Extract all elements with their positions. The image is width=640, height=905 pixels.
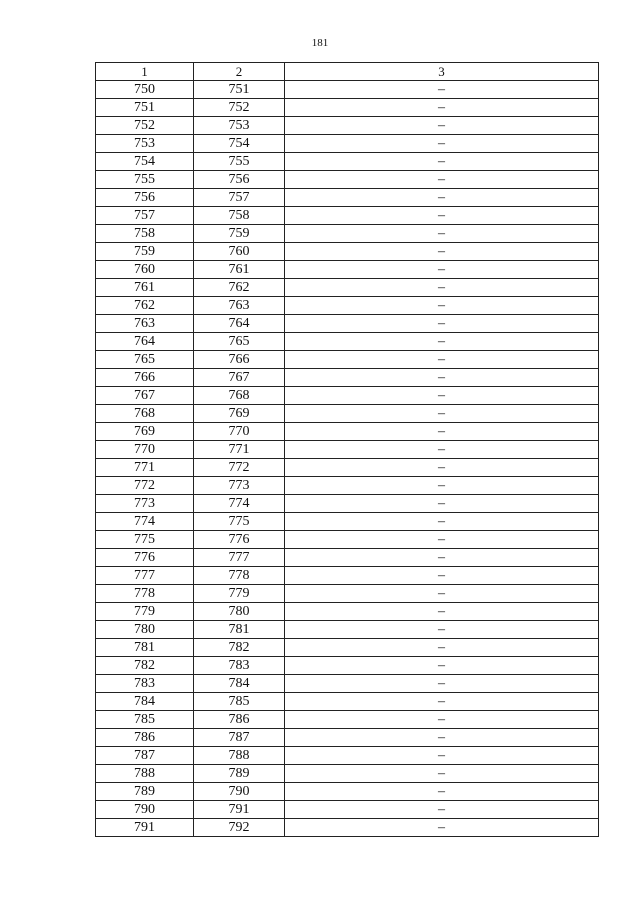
table-row [96, 747, 599, 765]
table-cell-col2: 758 [194, 207, 285, 225]
table-cell-col3: – [285, 189, 599, 207]
header-row [96, 63, 599, 81]
table-cell-col2: 779 [194, 585, 285, 603]
table-row [96, 441, 599, 459]
table-cell-col3: – [285, 513, 599, 531]
table-row [96, 153, 599, 171]
table-row [96, 135, 599, 153]
table-cell-col1: 759 [96, 243, 194, 261]
table-cell-col1: 763 [96, 315, 194, 333]
table-cell-col3: – [285, 621, 599, 639]
column-header-2: 2 [194, 63, 285, 81]
table-cell-col2: 774 [194, 495, 285, 513]
table-cell-col2: 760 [194, 243, 285, 261]
table-cell-col2: 776 [194, 531, 285, 549]
table-row [96, 351, 599, 369]
table-cell-col3: – [285, 207, 599, 225]
table-cell-col1: 781 [96, 639, 194, 657]
table-cell-col2: 782 [194, 639, 285, 657]
table-cell-col1: 788 [96, 765, 194, 783]
table-cell-col1: 790 [96, 801, 194, 819]
table-cell-col2: 785 [194, 693, 285, 711]
table-cell-col2: 765 [194, 333, 285, 351]
table-cell-col2: 751 [194, 81, 285, 99]
table-cell-col3: – [285, 423, 599, 441]
table-cell-col2: 764 [194, 315, 285, 333]
table-cell-col2: 780 [194, 603, 285, 621]
table-cell-col3: – [285, 549, 599, 567]
table-cell-col2: 766 [194, 351, 285, 369]
table-row [96, 279, 599, 297]
table-cell-col1: 771 [96, 459, 194, 477]
table-cell-col2: 786 [194, 711, 285, 729]
table-cell-col3: – [285, 657, 599, 675]
page-number: 181 [311, 37, 329, 49]
table-cell-col3: – [285, 639, 599, 657]
table-cell-col2: 756 [194, 171, 285, 189]
table-cell-col1: 769 [96, 423, 194, 441]
table-row [96, 423, 599, 441]
table-cell-col3: – [285, 171, 599, 189]
table-row [96, 477, 599, 495]
table-cell-col2: 769 [194, 405, 285, 423]
table-cell-col3: – [285, 459, 599, 477]
table-row [96, 531, 599, 549]
table-cell-col1: 789 [96, 783, 194, 801]
table-cell-col3: – [285, 117, 599, 135]
table-row [96, 729, 599, 747]
column-header-1: 1 [96, 63, 194, 81]
table-row [96, 297, 599, 315]
table-cell-col2: 772 [194, 459, 285, 477]
table-cell-col3: – [285, 225, 599, 243]
table-cell-col3: – [285, 135, 599, 153]
table-cell-col1: 791 [96, 819, 194, 837]
table-row [96, 711, 599, 729]
table-cell-col2: 781 [194, 621, 285, 639]
table-cell-col1: 773 [96, 495, 194, 513]
table-cell-col1: 755 [96, 171, 194, 189]
table-cell-col2: 767 [194, 369, 285, 387]
table-cell-col3: – [285, 81, 599, 99]
table-cell-col2: 789 [194, 765, 285, 783]
table-cell-col1: 756 [96, 189, 194, 207]
table-row [96, 567, 599, 585]
table-cell-col1: 766 [96, 369, 194, 387]
table-cell-col2: 778 [194, 567, 285, 585]
table-cell-col3: – [285, 153, 599, 171]
table-row [96, 801, 599, 819]
table-row [96, 585, 599, 603]
table-row [96, 405, 599, 423]
table-cell-col3: – [285, 315, 599, 333]
table-cell-col3: – [285, 783, 599, 801]
column-header-3: 3 [285, 63, 599, 81]
table-cell-col2: 755 [194, 153, 285, 171]
table-cell-col1: 784 [96, 693, 194, 711]
table-row [96, 459, 599, 477]
table-cell-col1: 757 [96, 207, 194, 225]
table-cell-col2: 768 [194, 387, 285, 405]
table-cell-col1: 758 [96, 225, 194, 243]
table-cell-col1: 760 [96, 261, 194, 279]
table-cell-col3: – [285, 531, 599, 549]
table-cell-col2: 791 [194, 801, 285, 819]
table-cell-col3: – [285, 351, 599, 369]
table-cell-col3: – [285, 279, 599, 297]
table-cell-col1: 787 [96, 747, 194, 765]
table-row [96, 171, 599, 189]
table-cell-col1: 751 [96, 99, 194, 117]
table-cell-col1: 779 [96, 603, 194, 621]
table-cell-col3: – [285, 441, 599, 459]
table-cell-col1: 770 [96, 441, 194, 459]
table-cell-col1: 750 [96, 81, 194, 99]
table-cell-col1: 767 [96, 387, 194, 405]
table-row [96, 99, 599, 117]
table-row [96, 675, 599, 693]
table-row [96, 693, 599, 711]
table-row [96, 117, 599, 135]
table-cell-col1: 778 [96, 585, 194, 603]
table-body [96, 81, 599, 837]
table-header [96, 63, 599, 81]
table-cell-col1: 783 [96, 675, 194, 693]
table-cell-col3: – [285, 765, 599, 783]
table-cell-col1: 775 [96, 531, 194, 549]
table-cell-col3: – [285, 495, 599, 513]
table-row [96, 333, 599, 351]
table-row [96, 819, 599, 837]
table-row [96, 369, 599, 387]
table-cell-col2: 773 [194, 477, 285, 495]
table-cell-col3: – [285, 477, 599, 495]
table-cell-col3: – [285, 261, 599, 279]
table-row [96, 387, 599, 405]
table-cell-col3: – [285, 711, 599, 729]
table-cell-col1: 777 [96, 567, 194, 585]
table-row [96, 81, 599, 99]
table-cell-col3: – [285, 567, 599, 585]
table-cell-col1: 776 [96, 549, 194, 567]
table-cell-col3: – [285, 693, 599, 711]
table-cell-col2: 770 [194, 423, 285, 441]
table-cell-col1: 780 [96, 621, 194, 639]
table-cell-col1: 772 [96, 477, 194, 495]
table-cell-col1: 786 [96, 729, 194, 747]
table-row [96, 207, 599, 225]
table-cell-col3: – [285, 333, 599, 351]
table-cell-col2: 775 [194, 513, 285, 531]
table-row [96, 783, 599, 801]
table-row [96, 261, 599, 279]
data-table [95, 62, 599, 837]
table-cell-col3: – [285, 99, 599, 117]
table-cell-col1: 774 [96, 513, 194, 531]
table-cell-col2: 761 [194, 261, 285, 279]
table-cell-col3: – [285, 603, 599, 621]
table-cell-col2: 783 [194, 657, 285, 675]
table-row [96, 621, 599, 639]
table-cell-col1: 761 [96, 279, 194, 297]
table-cell-col3: – [285, 675, 599, 693]
table-row [96, 189, 599, 207]
table-cell-col2: 771 [194, 441, 285, 459]
table-cell-col2: 790 [194, 783, 285, 801]
table-cell-col2: 759 [194, 225, 285, 243]
table-cell-col2: 754 [194, 135, 285, 153]
table-cell-col2: 752 [194, 99, 285, 117]
table-cell-col3: – [285, 405, 599, 423]
table-cell-col2: 777 [194, 549, 285, 567]
table-cell-col1: 765 [96, 351, 194, 369]
table-cell-col3: – [285, 369, 599, 387]
table-cell-col3: – [285, 297, 599, 315]
table-cell-col3: – [285, 729, 599, 747]
table-row [96, 243, 599, 261]
table-cell-col2: 757 [194, 189, 285, 207]
table-cell-col3: – [285, 819, 599, 837]
table-cell-col3: – [285, 801, 599, 819]
table-row [96, 225, 599, 243]
table-cell-col2: 784 [194, 675, 285, 693]
table-row [96, 603, 599, 621]
table-cell-col3: – [285, 387, 599, 405]
table-row [96, 765, 599, 783]
table-cell-col1: 753 [96, 135, 194, 153]
table-cell-col1: 762 [96, 297, 194, 315]
table-cell-col2: 792 [194, 819, 285, 837]
table-cell-col1: 764 [96, 333, 194, 351]
table-row [96, 495, 599, 513]
table-cell-col2: 788 [194, 747, 285, 765]
table-cell-col3: – [285, 747, 599, 765]
table-cell-col2: 763 [194, 297, 285, 315]
table-row [96, 549, 599, 567]
table-cell-col1: 768 [96, 405, 194, 423]
table-cell-col1: 754 [96, 153, 194, 171]
table-cell-col1: 785 [96, 711, 194, 729]
table-row [96, 657, 599, 675]
table-cell-col1: 782 [96, 657, 194, 675]
table-cell-col2: 753 [194, 117, 285, 135]
table-cell-col3: – [285, 585, 599, 603]
table-cell-col2: 787 [194, 729, 285, 747]
table-cell-col1: 752 [96, 117, 194, 135]
table-row [96, 639, 599, 657]
table-row [96, 315, 599, 333]
table-cell-col2: 762 [194, 279, 285, 297]
table-cell-col3: – [285, 243, 599, 261]
table-row [96, 513, 599, 531]
